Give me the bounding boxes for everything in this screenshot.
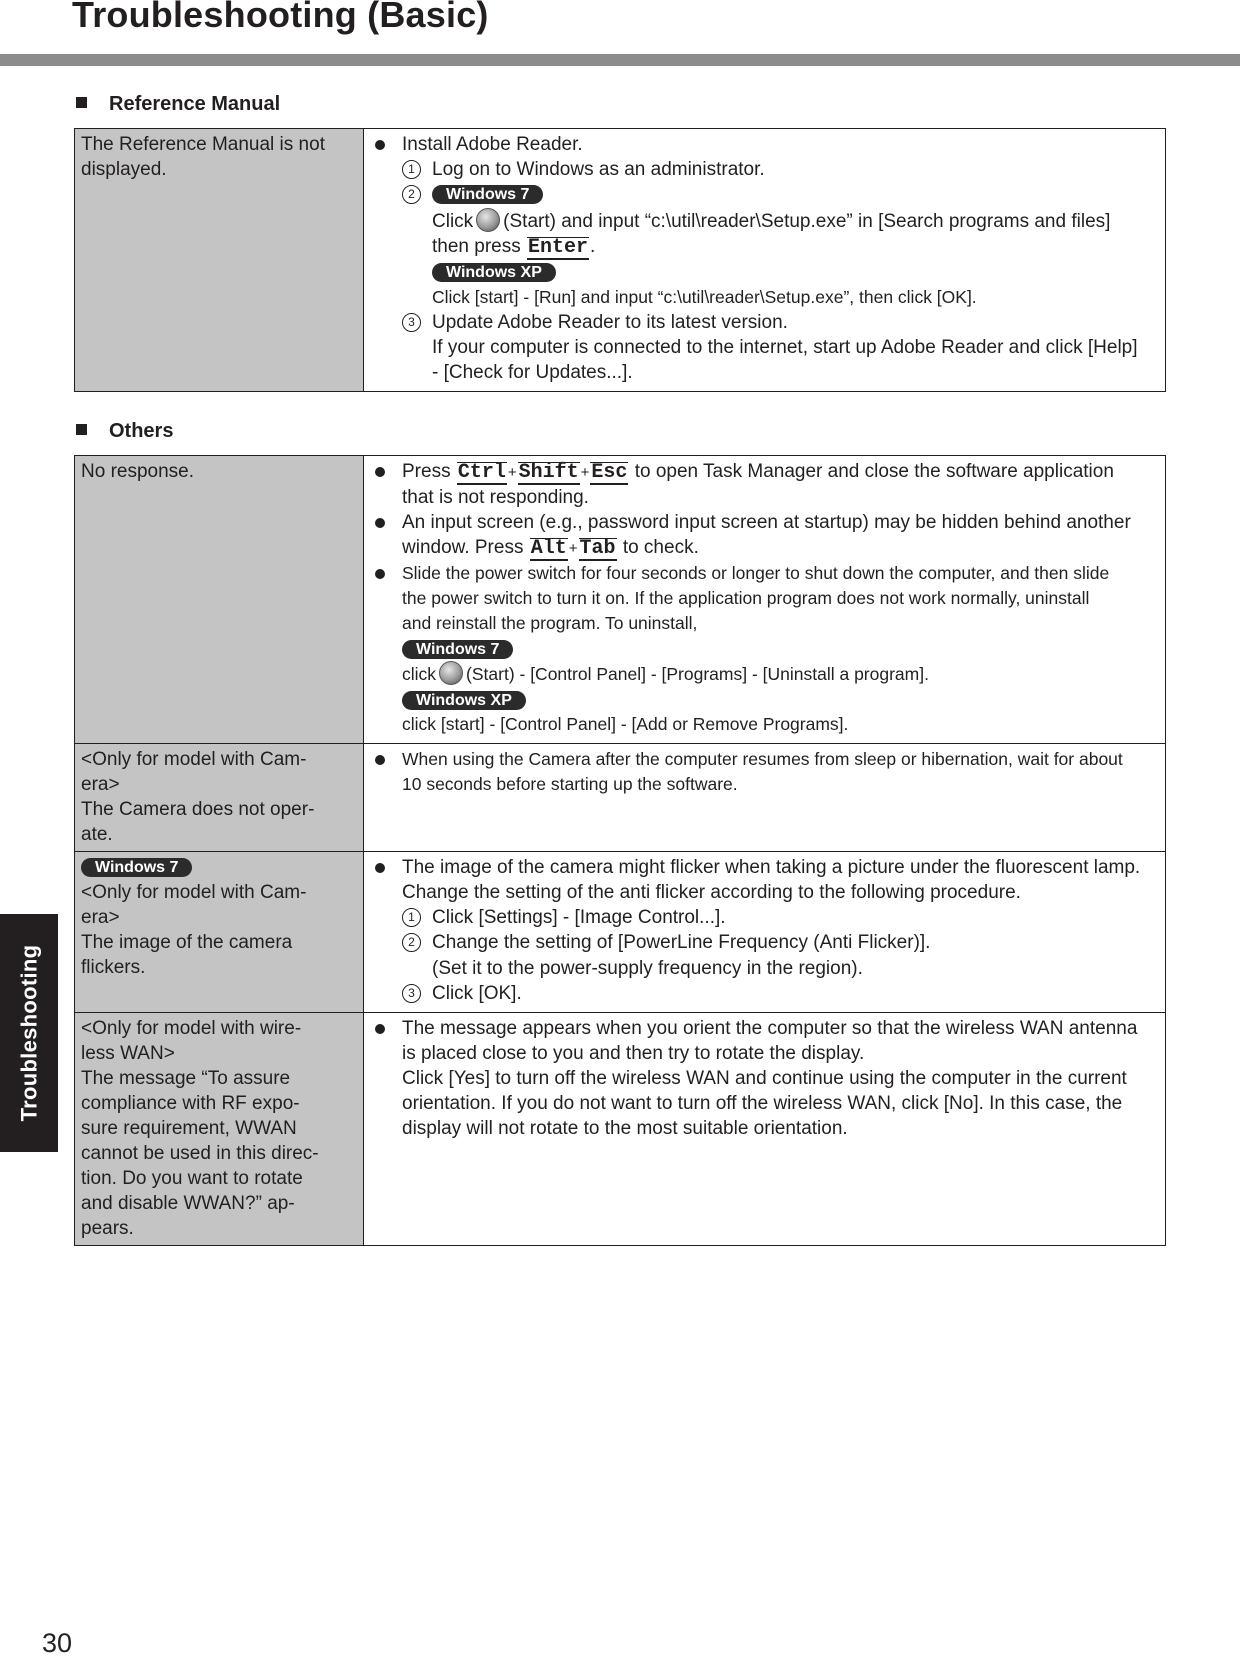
square-bullet-icon — [76, 97, 87, 108]
table-row — [75, 129, 1166, 392]
solution-cell — [364, 744, 1166, 852]
windows-start-icon — [476, 208, 500, 232]
step-3: 3 Update Adobe Reader to its latest version. — [402, 310, 1161, 335]
circled-number-icon: 2 — [402, 185, 421, 204]
tab-key: Tab — [579, 537, 616, 560]
page-number: 30 — [42, 1628, 73, 1658]
bullet-item: Slide the power switch for four seconds or longer to shut down the computer, and then slide the power switch to turn it on. If the application program does not work normally, uninstall and reinstall the program. To uninstall, Windows 7 click (Start) - [Control Panel] - [Programs] - [Uninstall a program]. Windows XP click [start] - [Control Panel] - [Add or Remove Programs]. — [372, 561, 1161, 737]
table-row — [75, 852, 1166, 1013]
circled-number-icon: 3 — [402, 984, 421, 1003]
step-2: 2 Change the setting of [PowerLine Frequency (Anti Flicker)]. — [402, 930, 1161, 955]
solution-cell — [364, 456, 1166, 744]
bullet-item: The message appears when you orient the computer so that the wireless WAN antenna is placed close to you and then try to rotate the display. Click [Yes] to turn off the wireless WAN and continue using the computer in the current orientation. If you do not want to turn off the wireless WAN, click [No]. In this case, the display will not rotate to the most suitable orientation. — [372, 1016, 1161, 1141]
page-title: Troubleshooting (Basic) — [72, 0, 489, 35]
side-tab: Troubleshooting — [0, 914, 58, 1152]
others-table — [74, 455, 1166, 1246]
problem-cell: No response. — [75, 456, 364, 744]
square-bullet-icon — [76, 424, 87, 435]
problem-cell: The Reference Manual is not displayed. — [75, 129, 364, 392]
table-row — [75, 744, 1166, 852]
windows-7-badge: Windows 7 — [402, 640, 513, 659]
bullet-item: When using the Camera after the computer resumes from sleep or hibernation, wait for about 10 seconds before starting up the software. — [372, 747, 1161, 797]
solution-cell — [364, 129, 1166, 392]
circled-number-icon: 1 — [402, 908, 421, 927]
table-row — [75, 1013, 1166, 1246]
step-1: 1 Log on to Windows as an administrator. — [402, 157, 1161, 182]
alt-key: Alt — [530, 537, 567, 560]
windows-7-badge: Windows 7 — [432, 185, 543, 204]
bullet-item: An input screen (e.g., password input screen at startup) may be hidden behind another window. Press Alt + Tab to check. — [372, 510, 1161, 561]
bullet-item: Install Adobe Reader. 1 Log on to Windows as an administrator. 2 Windows 7 Click (Start) and input “c:\util\reader\Setup.exe” in [Search programs and files] then press Enter . Windows XP Click [start] - [Run] and input “c:\util\reader\Setup.exe”, then click [OK]. 3 Update Adobe Reader to its latest version. If your computer is connected to the internet, start up Adobe Reader and click [Help] - [Check for Updates...]. — [372, 132, 1161, 385]
enter-key: Enter — [528, 236, 589, 259]
solution-cell — [364, 852, 1166, 1013]
windows-xp-badge: Windows XP — [402, 691, 526, 710]
table-row — [75, 456, 1166, 744]
windows-7-badge: Windows 7 — [81, 858, 192, 877]
circled-number-icon: 1 — [402, 160, 421, 179]
step-1: 1 Click [Settings] - [Image Control...]. — [402, 905, 1161, 930]
problem-cell: <Only for model with wire- less WAN> The message “To assure compliance with RF expo- sure requirement, WWAN cannot be used in this direc- tion. Do you want to rotate and disable WWAN?” ap- pears. — [75, 1013, 364, 1246]
esc-key: Esc — [591, 461, 628, 484]
circled-number-icon: 3 — [402, 313, 421, 332]
bullet-item: The image of the camera might flicker when taking a picture under the fluorescent lamp. Change the setting of the anti flicker according to the following procedure. 1 Click [Settings] - [Image Control...]. 2 Change the setting of [PowerLine Frequency (Anti Flicker)]. (Set it to the power-supply frequency in the region). 3 Click [OK]. — [372, 855, 1161, 1006]
problem-cell: <Only for model with Cam- era> The Camera does not oper- ate. — [75, 744, 364, 852]
solution-cell — [364, 1013, 1166, 1246]
section-heading-others: Others — [76, 420, 173, 443]
windows-start-icon — [439, 661, 463, 685]
circled-number-icon: 2 — [402, 933, 421, 952]
ctrl-key: Ctrl — [457, 461, 506, 484]
shift-key: Shift — [518, 461, 579, 484]
reference-manual-table — [74, 128, 1166, 392]
step-2 — [402, 182, 1161, 207]
bullet-item: Press Ctrl + Shift + Esc to open Task Manager and close the software application that is not responding. — [372, 459, 1161, 510]
section-heading-reference-manual: Reference Manual — [76, 93, 280, 116]
windows-xp-badge: Windows XP — [432, 263, 556, 282]
step-3: 3 Click [OK]. — [402, 981, 1161, 1006]
problem-cell: Windows 7 <Only for model with Cam- era> The image of the camera flickers. — [75, 852, 364, 1013]
title-rule — [0, 54, 1240, 66]
